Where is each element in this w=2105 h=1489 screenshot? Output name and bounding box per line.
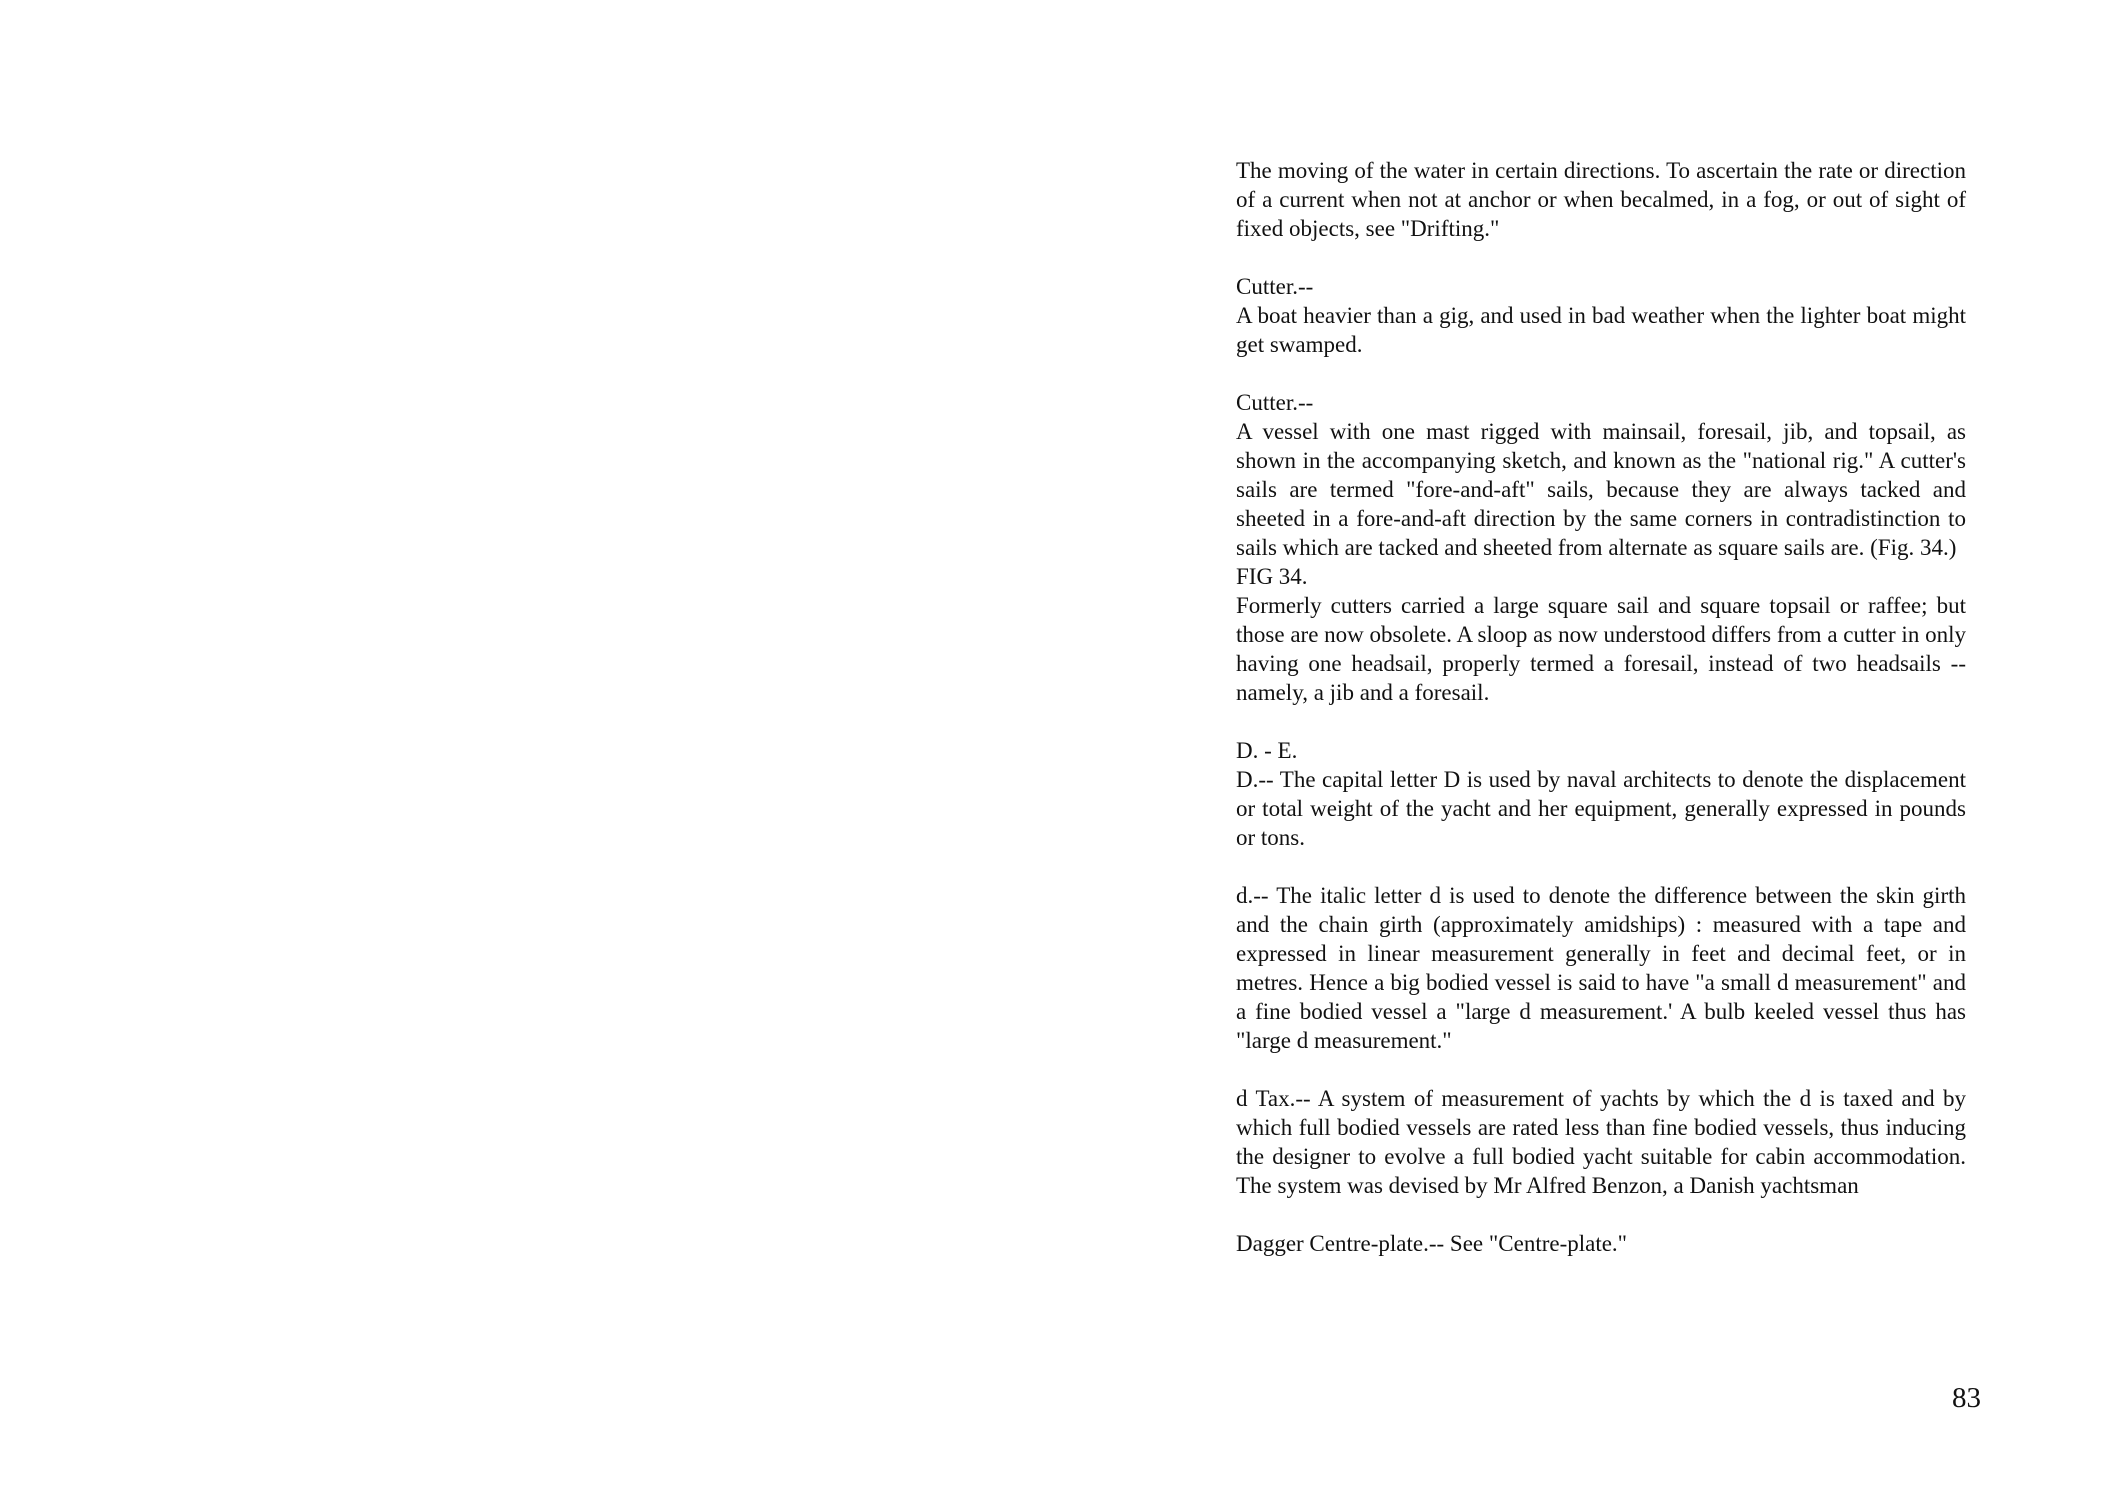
figure-label: FIG 34.	[1236, 564, 1308, 589]
paragraph-gap	[1236, 707, 1966, 736]
paragraph-gap	[1236, 1055, 1966, 1084]
italic-d-definition: d.-- The italic letter d is used to denote the difference between the skin girth and the chain girth (approximately amidships) : measured with a tape and expressed in linear measurement generally in feet and decimal feet, or in metres. Hence a big bodied vessel is said to have "a small d measurement" and a fine bodied vessel a "large d measurement.' A bulb keeled vessel thus has "large d measurement."	[1236, 883, 1966, 1053]
capital-d-definition: D.-- The capital letter D is used by naval architects to denote the displacement or total weight of the yacht and her equipment, generally expressed in pounds or tons.	[1236, 767, 1966, 850]
paragraph-gap	[1236, 852, 1966, 881]
entry-heading-cutter-vessel: Cutter.--	[1236, 390, 1314, 415]
paragraph-gap	[1236, 243, 1966, 272]
left-page-blank	[0, 0, 1052, 1489]
entry-heading-cutter-boat: Cutter.--	[1236, 274, 1314, 299]
cutter-history-paragraph: Formerly cutters carried a large square sail and square topsail or raffee; but those are now obsolete. A sloop as now understood differs from a cutter in only having one headsail, properly termed a foresail, instead of two headsails -- namely, a jib and a foresail.	[1236, 593, 1966, 705]
section-heading-d-e: D. - E.	[1236, 738, 1298, 763]
right-page	[1052, 0, 2105, 1489]
cutter-vessel-definition: A vessel with one mast rigged with mainsail, foresail, jib, and topsail, as shown in the accompanying sketch, and known as the "national rig." A cutter's sails are termed "fore-and-aft" sails, because they are always tacked and sheeted in a fore-and-aft direction by the same corners in contradistinction to sails which are tacked and sheeted from alternate as square sails are. (Fig. 34.)	[1236, 419, 1966, 560]
cutter-boat-definition: A boat heavier than a gig, and used in bad weather when the lighter boat might get swamped.	[1236, 303, 1966, 357]
current-definition: The moving of the water in certain directions. To ascertain the rate or direction of a current when not at anchor or when becalmed, in a fog, or out of sight of fixed objects, see "Drifting."	[1236, 158, 1966, 241]
paragraph-gap	[1236, 1200, 1966, 1229]
paragraph-gap	[1236, 359, 1966, 388]
d-tax-definition: d Tax.-- A system of measurement of yachts by which the d is taxed and by which full bodied vessels are rated less than fine bodied vessels, thus inducing the designer to evolve a full bodied yacht suitable for cabin accommodation. The system was devised by Mr Alfred Benzon, a Danish yachtsman	[1236, 1086, 1966, 1198]
dagger-centre-plate-definition: Dagger Centre-plate.-- See "Centre-plate."	[1236, 1231, 1628, 1256]
text-column	[1236, 156, 1966, 1258]
page-number: 83	[1952, 1382, 1981, 1414]
